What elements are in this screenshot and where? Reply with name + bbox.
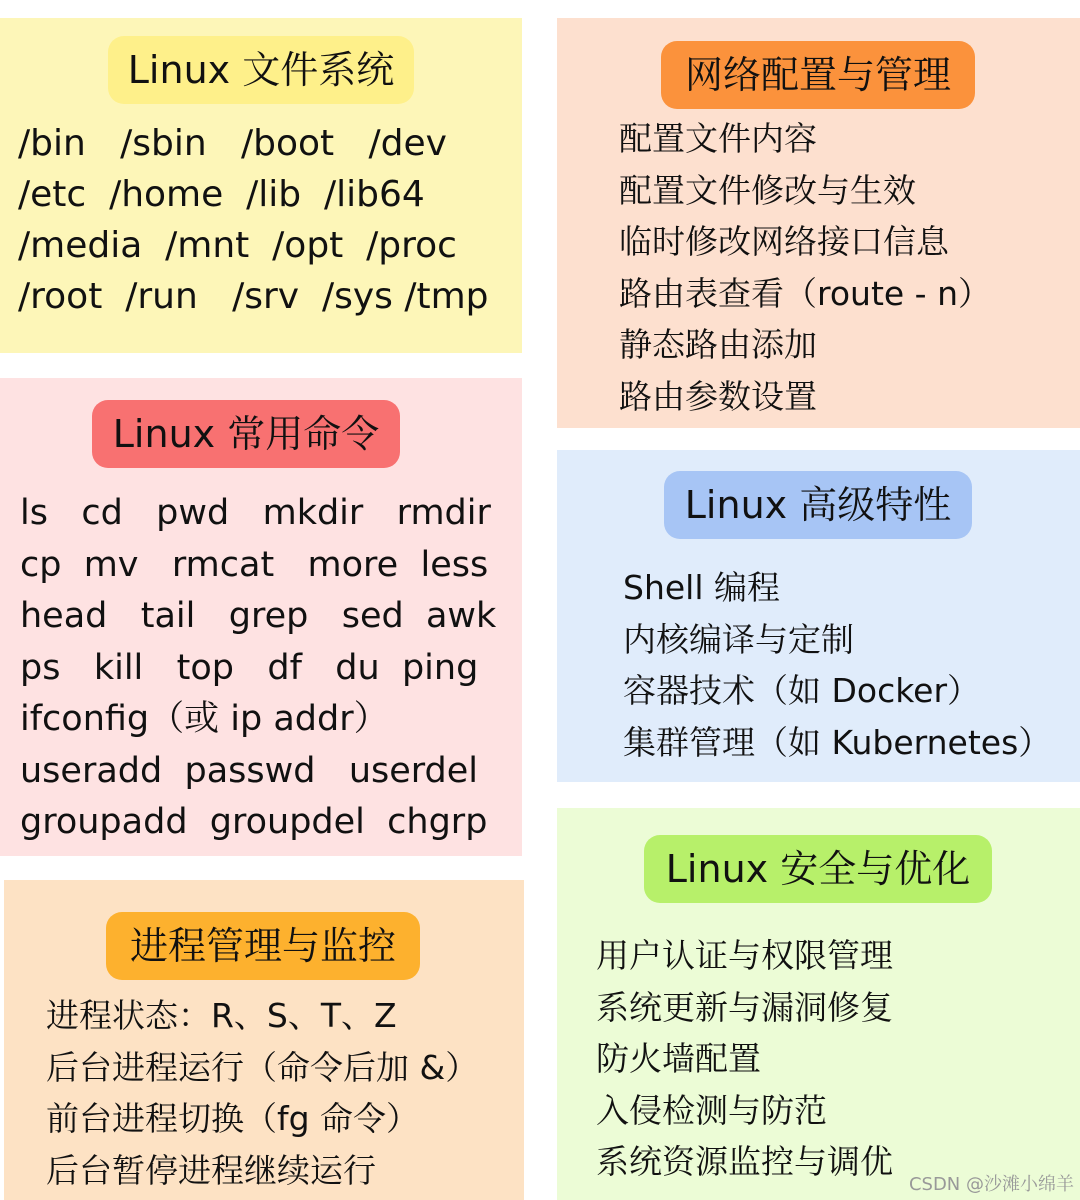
list-item: 容器技术（如 Docker）	[623, 671, 981, 710]
list-item: groupadd groupdel chgrp	[20, 802, 488, 842]
list-item: 配置文件修改与生效	[619, 170, 916, 210]
list-item: /media /mnt /opt /proc	[18, 225, 457, 266]
list-item: Shell 编程	[623, 568, 780, 607]
list-item: /root /run /srv /sys /tmp	[18, 276, 489, 317]
list-item: /etc /home /lib /lib64	[18, 174, 425, 215]
filesystem-list	[18, 118, 489, 322]
panel-commands	[0, 378, 522, 856]
process-title: 进程管理与监控	[106, 912, 420, 980]
panel-advanced	[557, 450, 1080, 782]
list-item: 配置文件内容	[619, 119, 817, 158]
list-item: head tail grep sed awk	[20, 596, 497, 636]
panel-filesystem	[0, 18, 522, 353]
security-title: Linux 安全与优化	[644, 835, 992, 903]
list-item: 进程状态：R、S、T、Z	[46, 996, 397, 1035]
list-item: 用户认证与权限管理	[596, 936, 893, 975]
list-item: ls cd pwd mkdir rmdir	[20, 493, 491, 533]
csdn-watermark: CSDN @沙滩小绵羊	[908, 1174, 1074, 1195]
list-item: ifconfig（或 ip addr）	[20, 699, 389, 739]
panel-process	[4, 880, 524, 1200]
list-item: 集群管理（如 Kubernetes）	[623, 722, 1052, 762]
list-item: 系统更新与漏洞修复	[596, 987, 893, 1027]
advanced-list	[623, 562, 1051, 768]
list-item: 防火墙配置	[596, 1039, 761, 1078]
list-item: /bin /sbin /boot /dev	[18, 123, 447, 164]
panel-security	[557, 808, 1080, 1200]
list-item: 前台进程切换（fg 命令）	[46, 1099, 420, 1138]
list-item: 后台进程运行（命令后加 &）	[46, 1047, 479, 1087]
list-item: 静态路由添加	[619, 325, 817, 364]
advanced-title: Linux 高级特性	[664, 471, 972, 539]
list-item: 入侵检测与防范	[596, 1090, 827, 1130]
list-item: cp mv rmcat more less	[20, 544, 489, 585]
list-item: 临时修改网络接口信息	[619, 222, 949, 261]
list-item: ps kill top df du ping	[20, 647, 479, 688]
network-title: 网络配置与管理	[661, 41, 975, 109]
list-item: useradd passwd userdel	[20, 750, 479, 791]
process-list	[46, 990, 478, 1196]
commands-list	[20, 488, 496, 849]
list-item: 路由表查看（route - n）	[619, 273, 991, 313]
list-item: 后台暂停进程继续运行	[46, 1150, 376, 1190]
network-list	[619, 113, 991, 422]
list-item: 系统资源监控与调优	[596, 1142, 893, 1181]
panel-network	[557, 18, 1080, 428]
list-item: 路由参数设置	[619, 376, 817, 416]
security-list	[596, 930, 893, 1188]
filesystem-title: Linux 文件系统	[108, 36, 414, 104]
list-item: 内核编译与定制	[623, 619, 854, 659]
commands-title: Linux 常用命令	[92, 400, 400, 468]
